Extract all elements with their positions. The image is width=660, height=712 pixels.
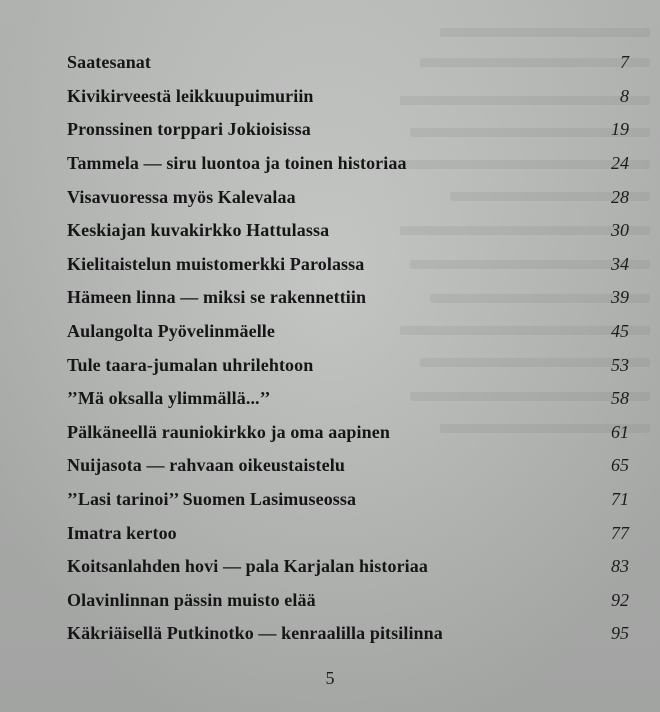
toc-entry-title: ’’Lasi tarinoi’’ Suomen Lasimuseossa: [67, 489, 357, 510]
toc-entry-page: 7: [620, 52, 629, 73]
toc-entry: [67, 617, 629, 651]
toc-entry: [67, 416, 629, 450]
toc-entry-page: 45: [611, 321, 629, 342]
toc-entry-title: Olavinlinnan pässin muisto elää: [67, 589, 316, 610]
toc-entry-title: Saatesanat: [67, 52, 152, 73]
toc-entry: [67, 281, 629, 315]
toc-entry-title: Visavuoressa myös Kalevalaa: [67, 186, 296, 207]
toc-entry-page: 83: [611, 556, 629, 577]
toc-entry-page: 58: [611, 388, 629, 409]
toc-entry-title: Käkriäisellä Putkinotko — kenraalilla pitsilinna: [67, 623, 443, 644]
page-number: 5: [325, 668, 335, 688]
toc-entry-title: ’’Mä oksalla ylimmällä...’’: [67, 388, 271, 409]
toc-entry: [67, 483, 629, 517]
toc-entry-title: Keskiajan kuvakirkko Hattulassa: [67, 220, 330, 241]
toc-entry-page: 30: [611, 220, 629, 241]
toc-entry-page: 61: [611, 421, 629, 442]
toc-entry: [67, 382, 629, 416]
toc-entry: [67, 449, 629, 483]
toc-entry: [67, 147, 629, 181]
toc-entry-title: Pälkäneellä rauniokirkko ja oma aapinen: [67, 421, 390, 442]
toc-entry: [67, 248, 629, 282]
toc-entry-page: 24: [611, 153, 629, 174]
toc-entry: [67, 180, 629, 214]
toc-entry-page: 77: [611, 522, 629, 543]
toc-entry: [67, 550, 629, 584]
toc-entry-page: 92: [611, 589, 629, 610]
toc-entry-page: 71: [611, 489, 629, 510]
toc-entry-page: 19: [611, 119, 629, 140]
toc-entry-page: 8: [620, 85, 629, 106]
toc-entry-title: Tammela — siru luontoa ja toinen historiaa: [67, 153, 407, 174]
toc-entry-title: Hämeen linna — miksi se rakennettiin: [67, 287, 367, 308]
toc-entry: [67, 113, 629, 147]
toc-entry-title: Aulangolta Pyövelinmäelle: [67, 321, 275, 342]
toc-entry-title: Imatra kertoo: [67, 522, 177, 543]
toc-entry: [67, 584, 629, 618]
toc-entry-page: 39: [611, 287, 629, 308]
toc-entry: [67, 46, 629, 80]
toc-entry: [67, 315, 629, 349]
toc-entry-title: Koitsanlahden hovi — pala Karjalan historiaa: [67, 556, 428, 577]
toc-entry-title: Pronssinen torppari Jokioisissa: [67, 119, 311, 140]
toc-entry-title: Kielitaistelun muistomerkki Parolassa: [67, 253, 365, 274]
toc-entry-page: 95: [611, 623, 629, 644]
toc-entry-page: 53: [611, 354, 629, 375]
toc-entry-title: Nuijasota — rahvaan oikeustaistelu: [67, 455, 345, 476]
toc-entry-title: Tule taara-jumalan uhrilehtoon: [67, 354, 314, 375]
toc-entry: [67, 348, 629, 382]
table-of-contents: [67, 46, 629, 651]
toc-entry: [67, 80, 629, 114]
toc-entry-page: 34: [611, 253, 629, 274]
toc-entry-page: 65: [611, 455, 629, 476]
toc-entry-page: 28: [611, 186, 629, 207]
toc-entry: [67, 214, 629, 248]
toc-entry: [67, 516, 629, 550]
toc-entry-title: Kivikirveestä leikkuupuimuriin: [67, 85, 314, 106]
